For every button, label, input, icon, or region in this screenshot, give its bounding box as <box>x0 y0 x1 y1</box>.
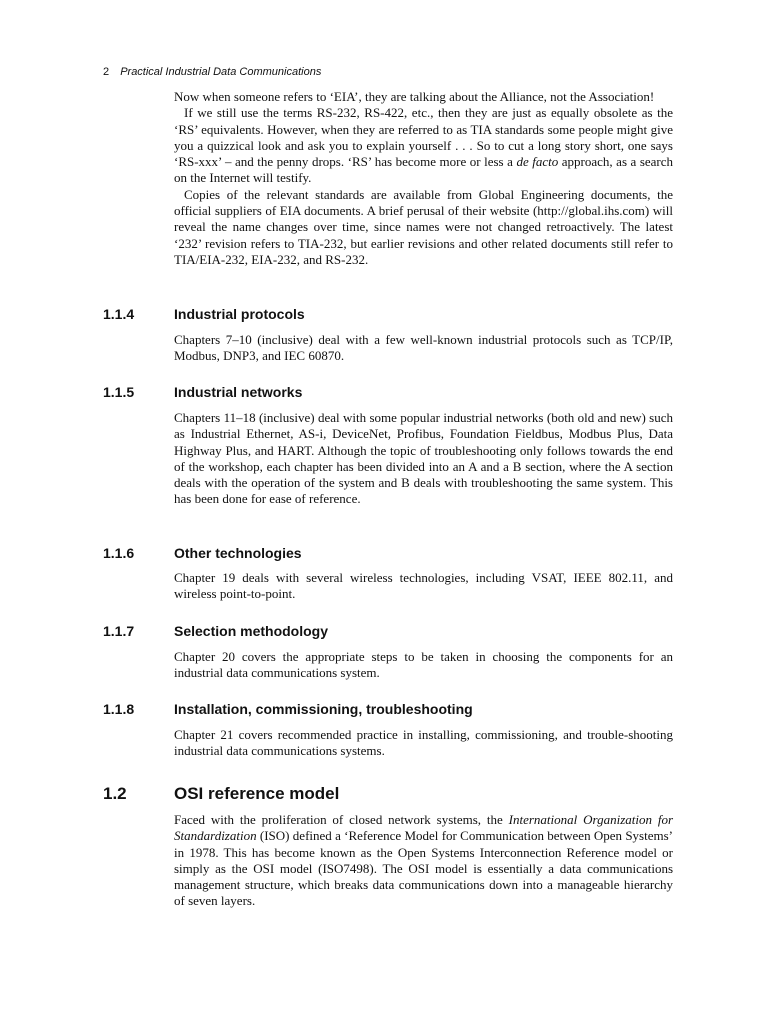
section-number-1-2: 1.2 <box>103 784 127 803</box>
section-title-osi-reference-model: OSI reference model <box>174 784 340 803</box>
section-title-industrial-networks: Industrial networks <box>174 384 303 400</box>
page-number: 2 <box>103 66 110 78</box>
book-title: Practical Industrial Data Communications <box>120 66 322 78</box>
section-text-selection-methodology: Chapter 20 covers the appropriate steps to be taken in choosing the components for an industrial data communications system. <box>174 649 673 681</box>
section-number-1-1-5: 1.1.5 <box>103 384 135 400</box>
section-text-industrial-protocols: Chapters 7–10 (inclusive) deal with a few well-known industrial protocols such as TCP/IP, Modbus, DNP3, and IEC 60870. <box>174 332 673 364</box>
section-title-selection-methodology: Selection methodology <box>174 623 329 639</box>
section-text-installation: Chapter 21 covers recommended practice in installing, commissioning, and trouble-shooting industrial data communications systems. <box>174 727 673 759</box>
section-text-industrial-networks: Chapters 11–18 (inclusive) deal with some popular industrial networks (both old and new) such as Industrial Ethernet, AS-i, DeviceNet, Profibus, Foundation Fieldbus, Modbus Plus, Data Highway Plus, and HART. Although the topic of troubleshooting only follows towards the end of the workshop, each chapter has been divided into an A and a B section, where the A section deals with the operation of the system and B deals with troubleshooting the same system. This has been done for ease of reference. <box>174 410 673 507</box>
section-number-1-1-6: 1.1.6 <box>103 545 135 561</box>
section-number-1-1-7: 1.1.7 <box>103 623 135 639</box>
intro-paragraph-1: Now when someone refers to ‘EIA’, they are talking about the Alliance, not the Association! <box>174 89 655 104</box>
intro-paragraph-2: If we still use the terms RS-232, RS-422, etc., then they are just as equally obsolete as the ‘RS’ equivalents. However, when they are referred to as TIA standards some people might give you a quizzical look and ask you to explain yourself . . . So to cut a long story short, one says ‘RS-xxx’ – and the penny drops. ‘RS’ has become more or less a de facto approach, as a search on the Internet will testify. <box>174 105 674 186</box>
section-title-other-technologies: Other technologies <box>174 545 302 561</box>
section-text-other-technologies: Chapter 19 deals with several wireless technologies, including VSAT, IEEE 802.11, and wireless point-to-point. <box>174 570 673 602</box>
section-number-1-1-4: 1.1.4 <box>103 306 135 322</box>
intro-paragraph-3: Copies of the relevant standards are available from Global Engineering documents, the official suppliers of EIA documents. A brief perusal of their website (http://global.ihs.com) will reveal the name changes over time, since names were not changed retroactively. The latest ‘232’ revision refers to TIA-232, but earlier revisions and other related documents still refer to TIA/EIA-232, EIA-232, and RS-232. <box>174 186 673 267</box>
running-header <box>103 66 321 78</box>
intro-text <box>174 89 673 268</box>
section-text-osi-reference-model: Faced with the proliferation of closed network systems, the International Organization for Standardization (ISO) defined a ‘Reference Model for Communication between Open Systems’ in 1978. This has become known as the Open Systems Interconnection Reference model or simply as the OSI model (ISO7498). The OSI model is essentially a data communications management structure, which breaks data communications down into a manageable hierarchy of seven layers. <box>174 812 674 909</box>
section-title-industrial-protocols: Industrial protocols <box>174 306 305 322</box>
section-title-installation: Installation, commissioning, troubleshooting <box>174 701 473 717</box>
section-number-1-1-8: 1.1.8 <box>103 701 135 717</box>
